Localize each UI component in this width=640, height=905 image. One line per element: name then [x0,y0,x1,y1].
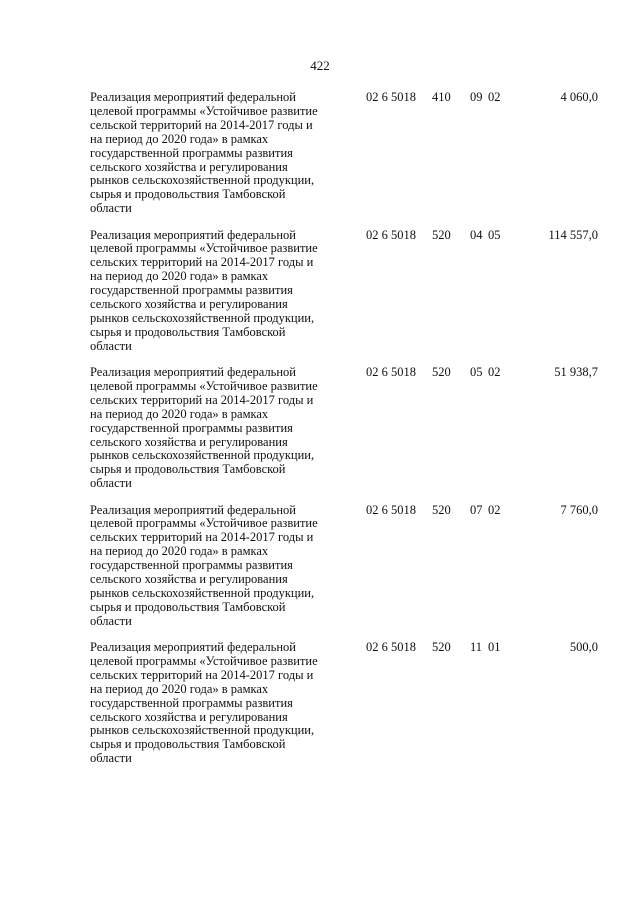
amount: 114 557,0 [548,227,598,242]
subsection-code: 02 [488,90,501,104]
section-code: 05 [470,365,483,379]
page-number: 422 [310,58,330,73]
table-row [0,229,640,367]
target-article-code: 02 6 5018 [366,640,416,654]
amount: 7 760,0 [560,502,598,517]
amount: 51 938,7 [554,365,598,379]
expense-type-code: 520 [432,640,451,654]
subsection-code: 02 [488,365,501,379]
target-article-code: 02 6 5018 [366,90,416,104]
row-description: Реализация мероприятий федеральной целевой программы «Устойчивое развитие сельской территорий на 2014-2017 годы и на период до 2020 года» в рамках государственной программы развития сельского хозяйства и регулирования рынков сельскохозяйственной продукции, сырья и продовольствия Тамбовской области [90,90,318,216]
subsection-code: 01 [488,640,501,654]
expense-type-code: 520 [432,365,451,379]
row-description: Реализация мероприятий федеральной целевой программы «Устойчивое развитие сельских территорий на 2014-2017 годы и на период до 2020 года» в рамках государственной программы развития сельского хозяйства и регулирования рынков сельскохозяйственной продукции, сырья и продовольствия Тамбовской области [90,502,318,628]
expense-type-code: 520 [432,227,451,242]
target-article-code: 02 6 5018 [366,365,416,379]
row-description: Реализация мероприятий федеральной целевой программы «Устойчивое развитие сельских территорий на 2014-2017 годы и на период до 2020 года» в рамках государственной программы развития сельского хозяйства и регулирования рынков сельскохозяйственной продукции, сырья и продовольствия Тамбовской области [90,227,318,353]
subsection-code: 02 [488,502,501,517]
target-article-code: 02 6 5018 [366,227,416,242]
table-row [0,641,640,779]
budget-table [0,91,640,779]
amount: 500,0 [569,640,598,654]
expense-type-code: 410 [432,90,451,104]
section-code: 09 [470,90,483,104]
section-code: 11 [470,640,483,654]
amount: 4 060,0 [560,90,598,104]
row-description: Реализация мероприятий федеральной целевой программы «Устойчивое развитие сельских территорий на 2014-2017 годы и на период до 2020 года» в рамках государственной программы развития сельского хозяйства и регулирования рынков сельскохозяйственной продукции, сырья и продовольствия Тамбовской области [90,365,318,491]
expense-type-code: 520 [432,502,451,517]
table-row [0,91,640,229]
table-row [0,504,640,642]
target-article-code: 02 6 5018 [366,502,416,517]
row-description: Реализация мероприятий федеральной целевой программы «Устойчивое развитие сельских территорий на 2014-2017 годы и на период до 2020 года» в рамках государственной программы развития сельского хозяйства и регулирования рынков сельскохозяйственной продукции, сырья и продовольствия Тамбовской области [90,640,318,766]
section-code: 04 [470,227,483,242]
subsection-code: 05 [488,227,501,242]
section-code: 07 [470,502,483,517]
table-row [0,366,640,504]
